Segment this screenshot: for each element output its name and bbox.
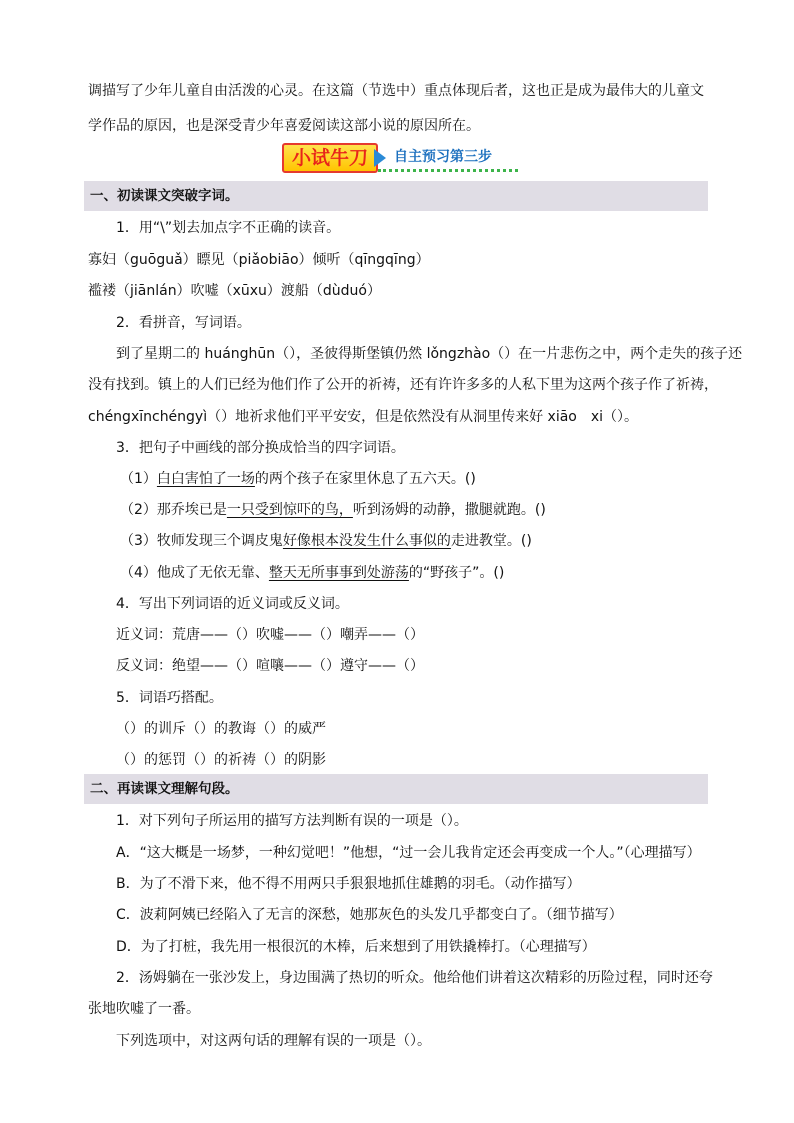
q4-title: 4．写出下列词语的近义词或反义词。 (116, 596, 349, 612)
q1-title: 1．用“\”划去加点字不正确的读音。 (116, 220, 341, 236)
q3-s4-underlined: 整天无所事事到处游荡 (268, 565, 409, 581)
q2-title: 2．看拼音，写词语。 (116, 315, 251, 331)
s2-q1-option-c: C．波莉阿姨已经陷入了无言的深愁，她那灰色的头发几乎都变白了。（细节描写） (116, 907, 623, 923)
q2-line-1: 到了星期二的 huánghūn（），圣彼得斯堡镇仍然 lǒngzhào（）在一片悲伤之中，两个走失的孩子还 (116, 346, 743, 362)
q3-sentence-4: （4）他成了无依无靠、整天无所事事到处游荡的“野孩子”。() (120, 565, 505, 581)
badge-dotted-underline (378, 169, 518, 172)
s2-q2-line-2: 张地吹嘘了一番。 (88, 1001, 200, 1017)
s2-q1-option-b: B．为了不滑下来，他不得不用两只手狠狠地抓住雄鹅的羽毛。（动作描写） (116, 876, 581, 892)
intro-line-1: 调描写了少年儿童自由活泼的心灵。在这篇（节选中）重点体现后者，这也正是成为最伟大的儿童文 (88, 83, 704, 99)
section-badge (282, 143, 522, 175)
intro-line-2: 学作品的原因，也是深受青少年喜爱阅读这部小说的原因所在。 (88, 118, 480, 134)
q3-sentence-1: （1）白白害怕了一场的两个孩子在家里休息了五六天。() (120, 471, 476, 487)
q1-row-1: 寡妇（guōguǎ）瞟见（piǎobiāo）倾听（qīngqīng） (88, 252, 430, 268)
q3-sentence-2: （2）那乔埃已是一只受到惊吓的鸟，听到汤姆的动静，撒腿就跑。() (120, 502, 546, 518)
q4-antonyms: 反义词：绝望——（）喧嚷——（）遵守——（） (116, 658, 424, 674)
q5-row-2: （）的惩罚（）的祈祷（）的阴影 (116, 752, 326, 768)
s2-q1-title: 1．对下列句子所运用的描写方法判断有误的一项是（）。 (116, 813, 468, 829)
badge-title: 小试牛刀 (282, 143, 378, 173)
q2-line-3: chéngxīnchéngyì（）地祈求他们平平安安，但是依然没有从洞里传来好 xiāo xi（）。 (88, 409, 639, 425)
q3-s3-underlined: 好像根本没发生什么事似的 (282, 533, 451, 549)
badge-subtitle: 自主预习第三步 (394, 149, 492, 165)
q5-row-1: （）的训斥（）的教诲（）的威严 (116, 721, 326, 737)
q2-line-2: 没有找到。镇上的人们已经为他们作了公开的祈祷，还有许许多多的人私下里为这两个孩子作了祈祷， (88, 377, 718, 393)
s2-q2-line-1: 2．汤姆躺在一张沙发上，身边围满了热切的听众。他给他们讲着这次精彩的历险过程，同时还夸 (116, 970, 713, 986)
q5-title: 5．词语巧搭配。 (116, 690, 223, 706)
q3-s2-underlined: 一只受到惊吓的鸟， (226, 502, 353, 518)
s2-q2-line-3: 下列选项中，对这两句话的理解有误的一项是（）。 (116, 1033, 431, 1049)
s2-q1-option-a: A．“这大概是一场梦，一种幻觉吧！”他想，“过一会儿我肯定还会再变成一个人。”（心理描写） (116, 845, 701, 861)
section-heading-2: 二、再读课文理解句段。 (84, 774, 708, 804)
q1-row-2: 褴褛（jiānlán）吹嘘（xūxu）渡船（dùduó） (88, 283, 381, 299)
badge-arrow-icon (374, 149, 386, 167)
q4-synonyms: 近义词：荒唐——（）吹嘘——（）嘲弄——（） (116, 627, 424, 643)
q3-sentence-3: （3）牧师发现三个调皮鬼好像根本没发生什么事似的走进教堂。() (120, 533, 532, 549)
intro-paragraph (88, 74, 708, 144)
q3-title: 3．把句子中画线的部分换成恰当的四字词语。 (116, 440, 405, 456)
section-heading-1: 一、初读课文突破字词。 (84, 181, 708, 211)
s2-q1-option-d: D．为了打桩，我先用一根很沉的木棒，后来想到了用铁撬棒打。（心理描写） (116, 939, 596, 955)
q3-s1-underlined: 白白害怕了一场 (156, 471, 255, 487)
